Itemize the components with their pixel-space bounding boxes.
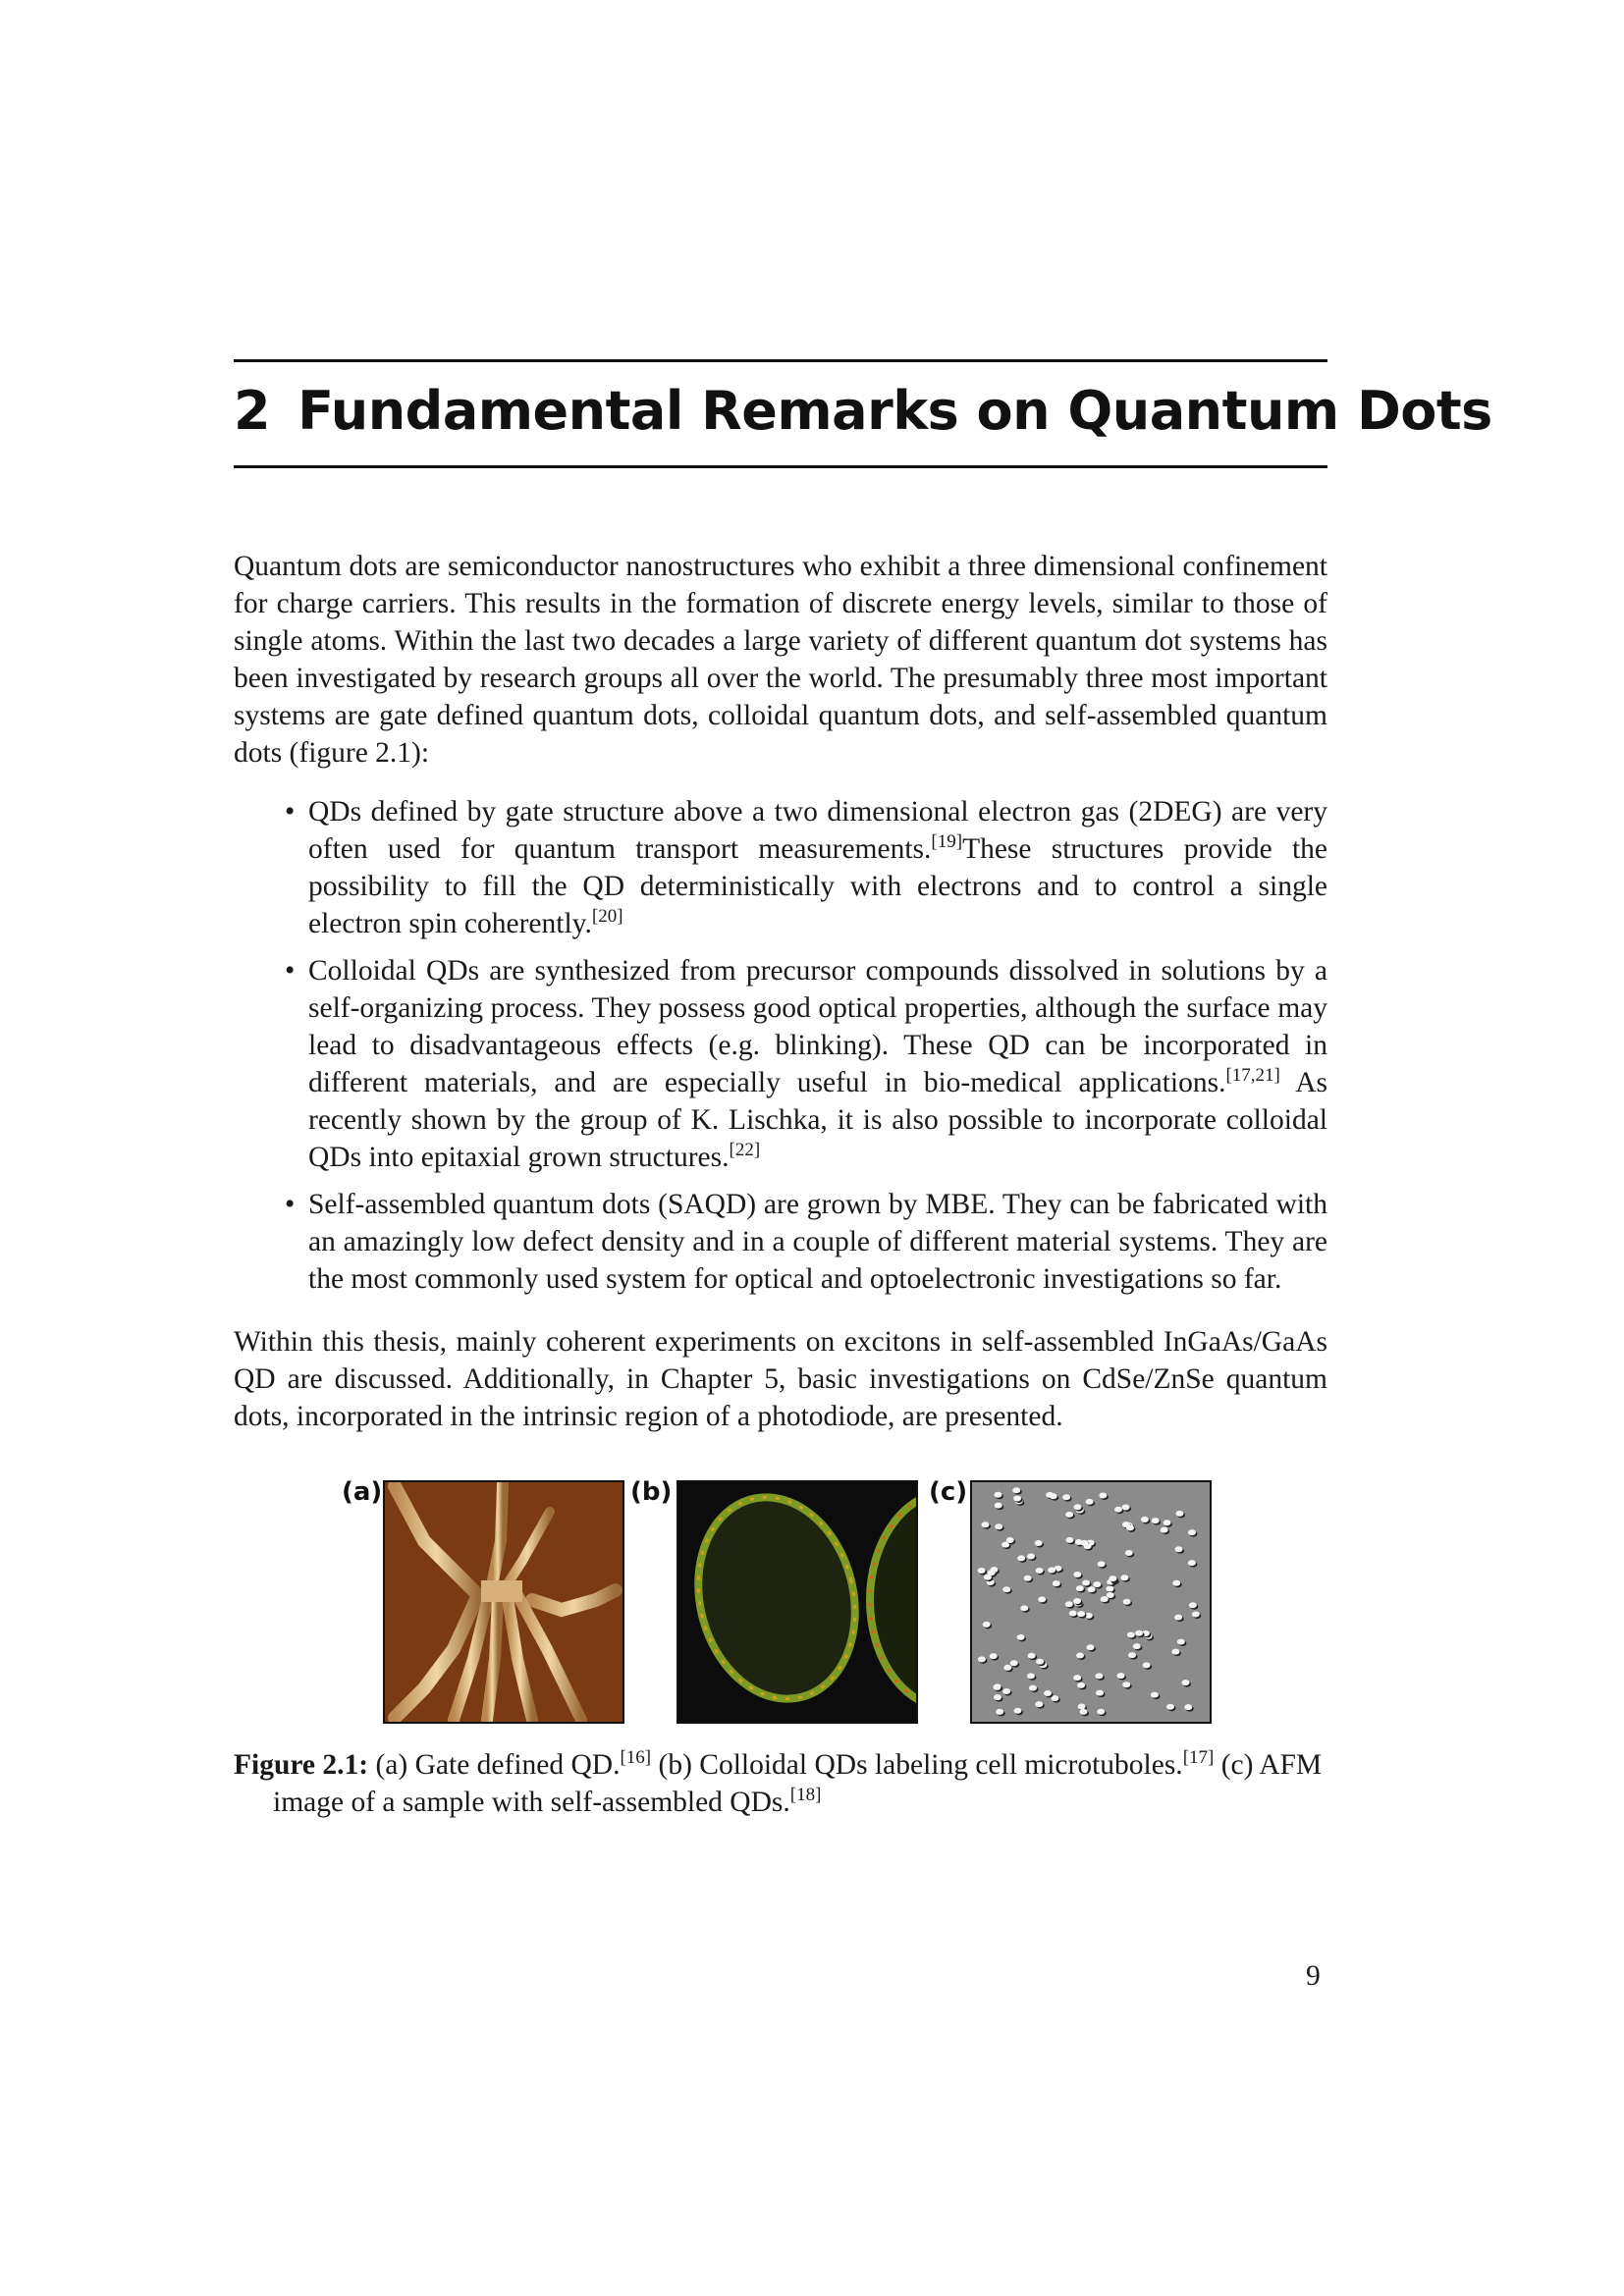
afm-dot (1106, 1586, 1113, 1592)
figure-caption (234, 1746, 1327, 1821)
bullet-item-gate-qd (234, 793, 1327, 942)
afm-dot (1151, 1692, 1159, 1698)
afm-dot (1166, 1704, 1174, 1710)
afm-dot (1192, 1612, 1200, 1618)
afm-dot (1189, 1602, 1197, 1608)
chapter-title (234, 380, 1492, 442)
afm-dot (1048, 1568, 1056, 1574)
citation: [17] (1182, 1747, 1215, 1768)
afm-dot (1073, 1504, 1081, 1510)
caption-text: (b) Colloidal QDs labeling cell microtuboles. (651, 1749, 1183, 1781)
afm-dot (1101, 1596, 1109, 1602)
afm-dot (990, 1653, 998, 1659)
afm-dot (1035, 1701, 1043, 1707)
afm-dot (1133, 1643, 1141, 1649)
afm-dot (1006, 1537, 1014, 1543)
afm-dot (1174, 1615, 1182, 1621)
afm-dot (1127, 1631, 1135, 1637)
bullet-text: QDs defined by gate structure above a two dimensional electron gas (2DEG) are very often used for quantum transport measurements. (308, 796, 1327, 865)
afm-dot (1117, 1673, 1125, 1679)
afm-dot (1109, 1575, 1116, 1581)
afm-dot (1161, 1527, 1168, 1533)
afm-dot (1069, 1610, 1077, 1616)
afm-dot (994, 1694, 1001, 1700)
colloidal-qd-image (678, 1482, 916, 1722)
bullet-text: Colloidal QDs are synthesized from precursor compounds dissolved in solutions by a self-organizing process. They possess good optical properties, although the surface may lead to disadvantageous effects (e.g. blinking). These QD can be incorporated in different materials, and are especially useful in bio-medical applications. (308, 955, 1327, 1098)
chapter-title-text: Fundamental Remarks on Quantum Dots (298, 380, 1492, 442)
afm-dot (1014, 1708, 1022, 1714)
page-number: 9 (1306, 1960, 1321, 1992)
afm-dot (996, 1709, 1003, 1715)
afm-dot (1024, 1575, 1032, 1581)
afm-dot (1086, 1644, 1094, 1650)
afm-dot (1188, 1560, 1196, 1566)
afm-dot (1002, 1586, 1010, 1592)
afm-dot (1096, 1690, 1104, 1696)
afm-dot (1020, 1605, 1028, 1611)
panel-label-b: (b) (630, 1477, 673, 1507)
chapter-number: 2 (234, 380, 271, 442)
afm-dot (1098, 1561, 1106, 1567)
bullet-item-colloidal-qd (234, 952, 1327, 1176)
figure-panel-b-colloidal-qd (677, 1480, 918, 1724)
afm-dot (1002, 1688, 1010, 1694)
afm-dot (1076, 1652, 1084, 1658)
caption-line-2 (234, 1784, 1327, 1821)
citation: [20] (591, 906, 623, 927)
afm-dot (1141, 1517, 1149, 1522)
caption-text: image of a sample with self-assembled QDs. (273, 1787, 790, 1818)
afm-dot (1065, 1512, 1073, 1518)
bullet-icon: • (285, 1189, 296, 1220)
afm-dot (1038, 1596, 1046, 1602)
afm-dot (1126, 1524, 1134, 1530)
afm-dot (1120, 1575, 1128, 1580)
afm-image (972, 1482, 1210, 1722)
afm-dot (1143, 1662, 1151, 1668)
afm-dot (1175, 1546, 1183, 1552)
afm-dot (1095, 1673, 1103, 1679)
afm-dot (1076, 1585, 1084, 1591)
afm-dot (1036, 1659, 1044, 1665)
bullet-item-saqd (234, 1186, 1327, 1298)
afm-dot (994, 1492, 1001, 1498)
afm-dot (1029, 1685, 1037, 1691)
afm-dot (1073, 1572, 1081, 1577)
afm-dot (1027, 1673, 1035, 1679)
afm-dot (1012, 1487, 1020, 1493)
afm-dot (1065, 1601, 1073, 1607)
afm-dot (1188, 1529, 1196, 1535)
afm-dot (1084, 1543, 1092, 1549)
afm-dot (1077, 1682, 1085, 1688)
afm-dot (1066, 1537, 1074, 1543)
afm-dot (1128, 1652, 1136, 1658)
afm-dot (1035, 1540, 1043, 1546)
panel-label-a: (a) (342, 1477, 383, 1507)
afm-dot (1114, 1507, 1122, 1513)
afm-dot (1077, 1611, 1085, 1617)
caption-label: Figure 2.1: (234, 1749, 369, 1781)
caption-text: (c) AFM (1214, 1749, 1323, 1781)
thesis-paragraph: Within this thesis, mainly coherent experiments on excitons in self-assembled InGaAs/GaAs QD are discussed. Additionally, in Chapter 5, basic investigations on CdSe/ZnSe quantum dots, incorporated in the intrinsic region of a photodiode, are presented. (234, 1326, 1327, 1432)
figure-panel-c-saqd-afm (970, 1480, 1212, 1724)
afm-dot (1171, 1649, 1179, 1655)
afm-dot (1172, 1580, 1180, 1586)
afm-dot (982, 1522, 990, 1527)
afm-dot (993, 1684, 1001, 1690)
bullet-text: As recently shown by the group of K. Lischka, it is also possible to incorporate colloidal QDs into epitaxial grown structures. (308, 1067, 1327, 1173)
citation: [17,21] (1225, 1065, 1280, 1086)
chapter-rule-top (234, 359, 1327, 362)
figure-panel-a-gate-qd (383, 1480, 624, 1724)
afm-dot (1028, 1653, 1036, 1659)
afm-dot (995, 1523, 1002, 1529)
afm-dot (1097, 1709, 1105, 1715)
afm-dot (978, 1656, 986, 1662)
intro-paragraph: Quantum dots are semiconductor nanostructures who exhibit a three dimensional confinement for charge carriers. This results in the formation of discrete energy levels, similar to those of single atoms. Within the last two decades a large variety of different quantum dot systems has been investigated by research groups all over the world. The presumably three most important systems are gate defined quantum dots, colloidal quantum dots, and self-assembled quantum dots (figure 2.1): (234, 551, 1327, 769)
gate-qd-image (385, 1482, 623, 1722)
caption-text: (a) Gate defined QD. (368, 1749, 621, 1781)
citation: [19] (931, 831, 963, 852)
afm-dot (1086, 1499, 1094, 1505)
afm-dot (984, 1575, 992, 1580)
afm-dot (995, 1503, 1002, 1509)
afm-dot (1050, 1493, 1057, 1499)
afm-dot (1003, 1665, 1011, 1671)
afm-dot (1036, 1568, 1044, 1574)
afm-dot (1164, 1520, 1171, 1525)
afm-dot (1053, 1580, 1060, 1586)
bullet-list (234, 793, 1327, 1308)
bullet-icon: • (285, 796, 296, 828)
afm-dot (1017, 1555, 1025, 1561)
afm-dot (1073, 1598, 1081, 1604)
afm-dot (1099, 1492, 1107, 1498)
bullet-text: Self-assembled quantum dots (SAQD) are grown by MBE. They can be fabricated with an amazingly low defect density and in a couple of different material systems. They are the most commonly used system for optical and optoelectronic investigations so far. (308, 1189, 1327, 1295)
afm-dot (978, 1568, 986, 1574)
afm-dot (1073, 1675, 1081, 1681)
afm-dot (1082, 1580, 1090, 1586)
afm-dot (1175, 1511, 1183, 1517)
afm-dot (983, 1622, 991, 1628)
citation: [22] (729, 1140, 761, 1160)
chapter-rule-bottom (234, 465, 1327, 468)
afm-dot (1078, 1703, 1086, 1709)
afm-dot (1010, 1660, 1018, 1666)
afm-dot (1062, 1494, 1070, 1500)
afm-dot (1135, 1630, 1143, 1636)
citation: [18] (789, 1785, 822, 1805)
afm-dot (1088, 1586, 1096, 1592)
afm-dot (1093, 1581, 1101, 1587)
panel-label-c: (c) (929, 1477, 968, 1507)
afm-dot (1027, 1553, 1035, 1559)
afm-dot (1044, 1690, 1052, 1696)
afm-dot (1125, 1550, 1133, 1556)
afm-dot (1013, 1496, 1021, 1502)
afm-dot (1184, 1704, 1192, 1710)
afm-dot (1177, 1639, 1185, 1645)
afm-dot (1107, 1592, 1114, 1598)
bullet-icon: • (285, 955, 296, 987)
citation: [16] (620, 1747, 652, 1768)
afm-dot (1080, 1709, 1088, 1715)
bullet-text: These structures provide the possibility to fill the QD deterministically with electrons and to control a single electron spin coherently. (308, 833, 1327, 939)
afm-dot (1181, 1680, 1189, 1685)
afm-dot (1017, 1634, 1025, 1640)
afm-dot (1152, 1518, 1160, 1523)
afm-dot (1123, 1599, 1131, 1605)
afm-dot (1122, 1682, 1130, 1687)
